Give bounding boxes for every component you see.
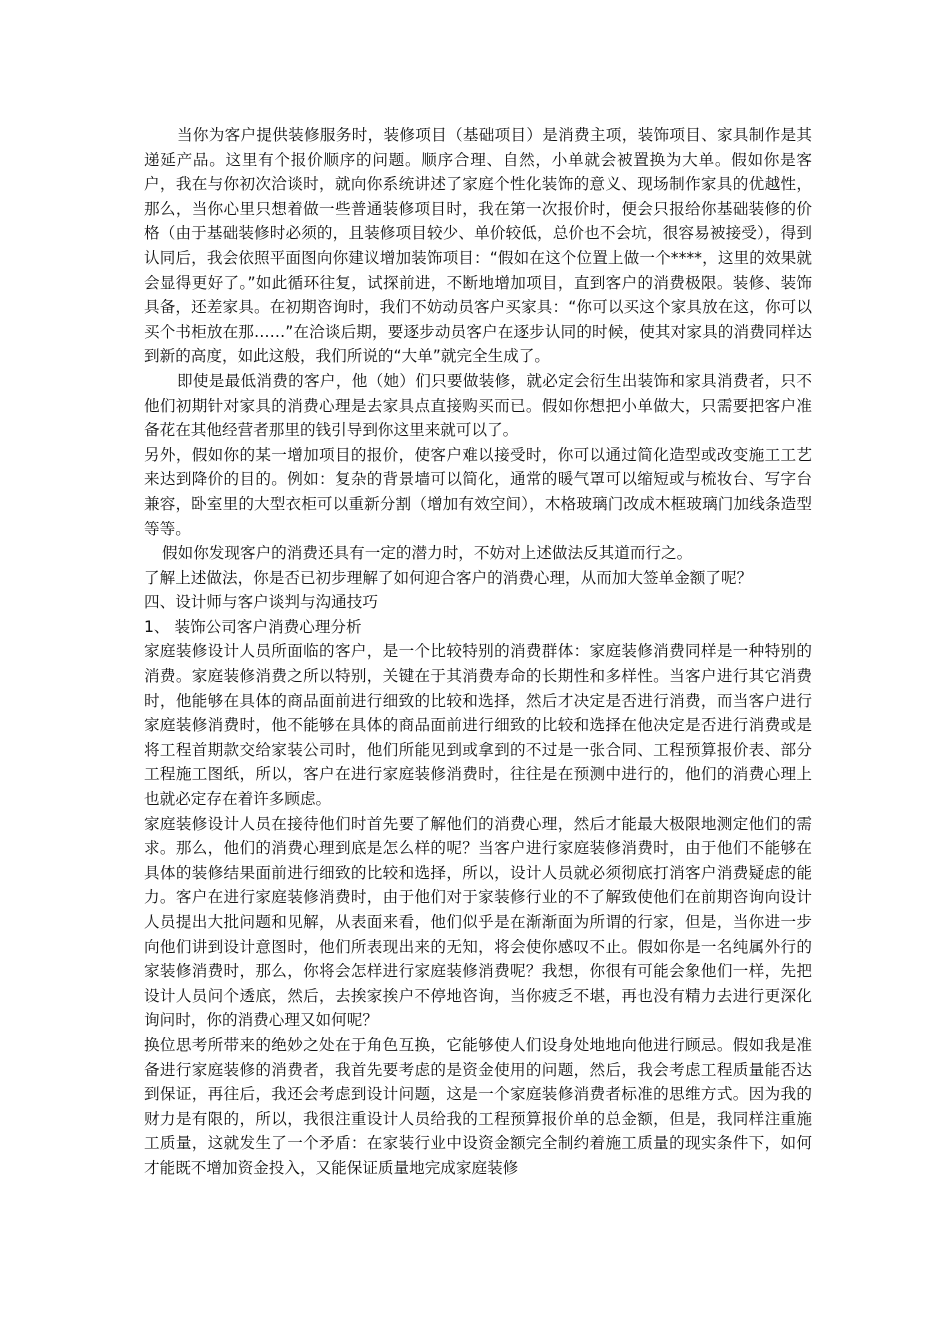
- paragraph-reverse-approach: 假如你发现客户的消费还具有一定的潜力时，不妨对上述做法反其道而行之。: [162, 544, 693, 563]
- paragraph-role-reversal: 换位思考所带来的绝妙之处在于角色互换，它能够使人们设身处地地向他进行顾忌。假如我是准备进行家庭装修的消费者，我首先要考虑的是资金使用的问题，然后，我会考虑工程质量能否达到保证，再往后，我还会考虑到设计问题，这是一个家庭装修消费者标准的思维方式。因为我的财力是有限的，所以，我很注重设计人员给我的工程预算报价单的总金额，但是，我同样注重施工质量，这就发生了一个矛盾：在家装行业中设资金额完全制约着施工质量的现实条件下，如何才能既不增加资金投入，又能保证质量地完成家庭装修: [144, 1035, 812, 1177]
- section-heading-communication-skills: 四、设计师与客户谈判与沟通技巧: [144, 593, 378, 612]
- paragraph-quote-order: 当你为客户提供装修服务时，装修项目（基础项目）是消费主项，装饰项目、家具制作是其递延产品。这里有个报价顺序的问题。顺序合理、自然，小单就会被置换为大单。假如你是客户，我在与你初次洽谈时，就向你系统讲述了家庭个性化装饰的意义、现场制作家具的优越性，那么，当你心里只想着做一些普通装修项目时，我在第一次报价时，便会只报给你基础装修的价格（由于基础装修时必须的，且装修项目较少、单价较低，总价也不会坑，很容易被接受），得到认同后，我会依照平面图向你建议增加装饰项目：“假如在这个位置上做一个****，这里的效果就会显得更好了。”如此循环往复，试探前进，不断地增加项目，直到客户的消费极限。装修、装饰具备，还差家具。在初期咨询时，我们不妨动员客户买家具：“你可以买这个家具放在这，你可以买个书柜放在那……”在洽谈后期，要逐步动员客户在逐步认同的时候，使其对家具的消费同样达到新的高度，如此这般，我们所说的“大单”就完全生成了。: [144, 126, 812, 366]
- document-body: [144, 123, 812, 1181]
- paragraph-understand-psychology: 家庭装修设计人员在接待他们时首先要了解他们的消费心理，然后才能最大极限地测定他们的需求。那么，他们的消费心理到底是怎么样的呢？当客户进行家庭装修消费时，由于他们不能够在具体的装修结果面前进行细致的比较和选择，所以，设计人员就必须彻底打消客户消费疑虑的能力。客户在进行家庭装修消费时，由于他们对于家装修行业的不了解致使他们在前期咨询向设计人员提出大批问题和见解，从表面来看，他们似乎是在渐渐面为所谓的行家，但是，当你进一步向他们讲到设计意图时，他们所表现出来的无知，将会使你感叹不止。假如你是一名纯属外行的家装修消费时，那么，你将会怎样进行家庭装修消费呢？我想，你很有可能会象他们一样，先把设计人员问个透底，然后，去挨家挨户不停地咨询，当你疲乏不堪，再也没有精力去进行更深化询问时，你的消费心理又如何呢？: [144, 814, 812, 1030]
- subsection-heading-consumer-psychology: 1、 装饰公司客户消费心理分析: [144, 617, 362, 636]
- paragraph-price-reduction: 另外，假如你的某一增加项目的报价，使客户难以接受时，你可以通过简化造型或改变施工工艺来达到降价的目的。例如：复杂的背景墙可以简化，通常的暖气罩可以缩短或与梳妆台、写字台兼容，卧室里的大型衣柜可以重新分割（增加有效空间），木格玻璃门改成木框玻璃门加线条造型等等。: [144, 445, 812, 538]
- paragraph-low-consumption-client: 即使是最低消费的客户，他（她）们只要做装修，就必定会衍生出装饰和家具消费者，只不他们初期针对家具的消费心理是去家具点直接购买而已。假如你想把小单做大，只需要把客户准备花在其他经营者那里的钱引导到你这里来就可以了。: [144, 371, 812, 440]
- paragraph-summary-question: 了解上述做法，你是否已初步理解了如何迎合客户的消费心理，从而加大签单金额了呢？: [144, 568, 753, 587]
- paragraph-special-consumer-group: 家庭装修设计人员所面临的客户，是一个比较特别的消费群体：家庭装修消费同样是一种特别的消费。家庭装修消费之所以特别，关键在于其消费寿命的长期性和多样性。当客户进行其它消费时，他能够在具体的商品面前进行细致的比较和选择，然后才决定是否进行消费，而当客户进行家庭装修消费时，他不能够在具体的商品面前进行细致的比较和选择在他决定是否进行消费或是将工程首期款交给家装公司时，他们所能见到或拿到的不过是一张合同、工程预算报价表、部分工程施工图纸，所以，客户在进行家庭装修消费时，往往是在预测中进行的，他们的消费心理上也就必定存在着许多顾虑。: [144, 642, 812, 809]
